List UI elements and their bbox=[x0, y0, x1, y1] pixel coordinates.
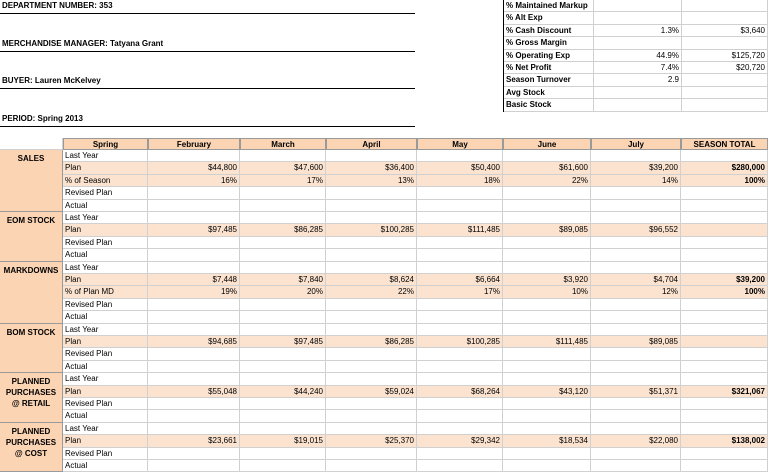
data-cell[interactable] bbox=[240, 212, 326, 224]
data-cell[interactable] bbox=[417, 187, 503, 199]
data-cell[interactable]: $86,285 bbox=[326, 336, 417, 348]
data-cell[interactable] bbox=[148, 448, 240, 460]
season-total-cell[interactable]: $321,067 bbox=[681, 386, 768, 398]
data-cell[interactable] bbox=[240, 249, 326, 261]
column-header[interactable]: February bbox=[148, 138, 240, 150]
data-cell[interactable] bbox=[240, 187, 326, 199]
data-cell[interactable]: $44,800 bbox=[148, 162, 240, 174]
section-label[interactable]: SALES bbox=[0, 150, 63, 212]
data-cell[interactable] bbox=[417, 150, 503, 162]
data-cell[interactable]: 14% bbox=[591, 175, 681, 187]
data-cell[interactable]: $39,200 bbox=[591, 162, 681, 174]
data-cell[interactable]: $51,371 bbox=[591, 386, 681, 398]
metric-amount[interactable] bbox=[682, 74, 768, 86]
data-cell[interactable] bbox=[326, 324, 417, 336]
row-label[interactable]: Revised Plan bbox=[63, 448, 148, 460]
data-cell[interactable] bbox=[148, 262, 240, 274]
data-cell[interactable] bbox=[417, 423, 503, 435]
column-header[interactable]: June bbox=[503, 138, 591, 150]
metric-label[interactable]: % Alt Exp bbox=[504, 12, 594, 24]
data-cell[interactable] bbox=[148, 410, 240, 422]
data-cell[interactable] bbox=[326, 348, 417, 360]
metric-percent[interactable]: 7.4% bbox=[594, 62, 682, 74]
row-label[interactable]: Last Year bbox=[63, 212, 148, 224]
data-cell[interactable] bbox=[326, 237, 417, 249]
row-label[interactable]: Last Year bbox=[63, 373, 148, 385]
data-cell[interactable]: $86,285 bbox=[240, 224, 326, 236]
data-cell[interactable] bbox=[148, 423, 240, 435]
row-label[interactable]: Actual bbox=[63, 410, 148, 422]
season-total-cell[interactable]: 100% bbox=[681, 286, 768, 298]
data-cell[interactable]: $4,704 bbox=[591, 274, 681, 286]
data-cell[interactable]: $100,285 bbox=[417, 336, 503, 348]
metric-percent[interactable]: 2.9 bbox=[594, 74, 682, 86]
data-cell[interactable] bbox=[240, 410, 326, 422]
data-cell[interactable]: $29,342 bbox=[417, 435, 503, 447]
data-cell[interactable]: $59,024 bbox=[326, 386, 417, 398]
data-cell[interactable]: $47,600 bbox=[240, 162, 326, 174]
manager-label[interactable]: MERCHANDISE MANAGER: Tatyana Grant bbox=[2, 39, 164, 48]
row-label[interactable]: Actual bbox=[63, 460, 148, 472]
data-cell[interactable]: $89,085 bbox=[503, 224, 591, 236]
season-total-cell[interactable]: $39,200 bbox=[681, 274, 768, 286]
data-cell[interactable] bbox=[591, 448, 681, 460]
data-cell[interactable] bbox=[148, 299, 240, 311]
data-cell[interactable]: $96,552 bbox=[591, 224, 681, 236]
data-cell[interactable] bbox=[503, 423, 591, 435]
data-cell[interactable] bbox=[326, 299, 417, 311]
season-total-cell[interactable] bbox=[681, 423, 768, 435]
data-cell[interactable]: $36,400 bbox=[326, 162, 417, 174]
data-cell[interactable]: 19% bbox=[148, 286, 240, 298]
data-cell[interactable] bbox=[240, 324, 326, 336]
metric-percent[interactable]: 44.9% bbox=[594, 50, 682, 62]
season-total-cell[interactable] bbox=[681, 361, 768, 373]
data-cell[interactable] bbox=[591, 398, 681, 410]
season-total-cell[interactable] bbox=[681, 311, 768, 323]
season-total-cell[interactable] bbox=[681, 249, 768, 261]
season-total-cell[interactable] bbox=[681, 187, 768, 199]
season-total-cell[interactable] bbox=[681, 299, 768, 311]
column-header[interactable]: July bbox=[591, 138, 681, 150]
column-header[interactable]: Spring bbox=[63, 138, 148, 150]
data-cell[interactable] bbox=[326, 311, 417, 323]
data-cell[interactable] bbox=[326, 212, 417, 224]
data-cell[interactable]: $94,685 bbox=[148, 336, 240, 348]
data-cell[interactable] bbox=[503, 373, 591, 385]
metric-amount[interactable] bbox=[682, 12, 768, 24]
data-cell[interactable] bbox=[326, 361, 417, 373]
data-cell[interactable] bbox=[591, 150, 681, 162]
data-cell[interactable] bbox=[417, 348, 503, 360]
data-cell[interactable] bbox=[148, 361, 240, 373]
row-label[interactable]: Plan bbox=[63, 386, 148, 398]
data-cell[interactable] bbox=[148, 324, 240, 336]
data-cell[interactable] bbox=[148, 311, 240, 323]
data-cell[interactable] bbox=[326, 262, 417, 274]
data-cell[interactable] bbox=[148, 212, 240, 224]
data-cell[interactable] bbox=[591, 361, 681, 373]
data-cell[interactable] bbox=[417, 361, 503, 373]
metric-label[interactable]: Season Turnover bbox=[504, 74, 594, 86]
data-cell[interactable]: $97,485 bbox=[240, 336, 326, 348]
data-cell[interactable]: $100,285 bbox=[326, 224, 417, 236]
data-cell[interactable]: 10% bbox=[503, 286, 591, 298]
data-cell[interactable]: 12% bbox=[591, 286, 681, 298]
data-cell[interactable] bbox=[417, 212, 503, 224]
data-cell[interactable] bbox=[326, 200, 417, 212]
data-cell[interactable] bbox=[240, 398, 326, 410]
section-label[interactable]: PLANNED PURCHASES @ COST bbox=[0, 423, 63, 473]
data-cell[interactable] bbox=[417, 410, 503, 422]
data-cell[interactable] bbox=[240, 311, 326, 323]
data-cell[interactable] bbox=[503, 212, 591, 224]
row-label[interactable]: Actual bbox=[63, 311, 148, 323]
row-label[interactable]: Plan bbox=[63, 435, 148, 447]
data-cell[interactable] bbox=[417, 237, 503, 249]
metric-percent[interactable] bbox=[594, 37, 682, 49]
season-total-cell[interactable] bbox=[681, 373, 768, 385]
data-cell[interactable]: $50,400 bbox=[417, 162, 503, 174]
season-total-cell[interactable] bbox=[681, 212, 768, 224]
row-label[interactable]: Revised Plan bbox=[63, 187, 148, 199]
data-cell[interactable] bbox=[591, 311, 681, 323]
data-cell[interactable]: 13% bbox=[326, 175, 417, 187]
row-label[interactable]: Plan bbox=[63, 224, 148, 236]
data-cell[interactable] bbox=[326, 249, 417, 261]
row-label[interactable]: Revised Plan bbox=[63, 348, 148, 360]
data-cell[interactable]: $18,534 bbox=[503, 435, 591, 447]
buyer-label[interactable]: BUYER: Lauren McKelvey bbox=[2, 76, 101, 85]
metric-label[interactable]: % Maintained Markup bbox=[504, 0, 594, 12]
metric-label[interactable]: Avg Stock bbox=[504, 87, 594, 99]
info-divider bbox=[0, 51, 415, 52]
section-label[interactable]: BOM STOCK bbox=[0, 324, 63, 374]
season-total-cell[interactable]: 100% bbox=[681, 175, 768, 187]
data-cell[interactable] bbox=[240, 361, 326, 373]
data-cell[interactable] bbox=[591, 373, 681, 385]
data-cell[interactable]: 17% bbox=[240, 175, 326, 187]
data-cell[interactable] bbox=[503, 237, 591, 249]
data-cell[interactable] bbox=[240, 150, 326, 162]
data-cell[interactable] bbox=[240, 460, 326, 472]
data-cell[interactable] bbox=[503, 262, 591, 274]
data-cell[interactable] bbox=[240, 237, 326, 249]
data-cell[interactable]: $111,485 bbox=[503, 336, 591, 348]
row-label[interactable]: Plan bbox=[63, 336, 148, 348]
data-cell[interactable] bbox=[591, 262, 681, 274]
metric-amount[interactable] bbox=[682, 0, 768, 12]
data-cell[interactable]: $44,240 bbox=[240, 386, 326, 398]
data-cell[interactable] bbox=[503, 348, 591, 360]
data-cell[interactable] bbox=[503, 299, 591, 311]
row-label[interactable]: % of Season bbox=[63, 175, 148, 187]
data-cell[interactable]: 22% bbox=[326, 286, 417, 298]
row-label[interactable]: Actual bbox=[63, 200, 148, 212]
row-label[interactable]: Revised Plan bbox=[63, 398, 148, 410]
metrics-border bbox=[503, 0, 504, 112]
row-label[interactable]: Revised Plan bbox=[63, 299, 148, 311]
season-total-cell[interactable] bbox=[681, 336, 768, 348]
season-total-cell[interactable]: $138,002 bbox=[681, 435, 768, 447]
metric-percent[interactable] bbox=[594, 99, 682, 111]
row-label[interactable]: Plan bbox=[63, 274, 148, 286]
data-cell[interactable] bbox=[240, 262, 326, 274]
data-cell[interactable] bbox=[503, 324, 591, 336]
data-cell[interactable] bbox=[326, 460, 417, 472]
data-cell[interactable] bbox=[503, 448, 591, 460]
data-cell[interactable] bbox=[326, 150, 417, 162]
season-total-cell[interactable] bbox=[681, 348, 768, 360]
data-cell[interactable] bbox=[417, 249, 503, 261]
data-cell[interactable]: $55,048 bbox=[148, 386, 240, 398]
data-cell[interactable]: $111,485 bbox=[417, 224, 503, 236]
row-label[interactable]: % of Plan MD bbox=[63, 286, 148, 298]
metric-amount[interactable]: $125,720 bbox=[682, 50, 768, 62]
data-cell[interactable]: $68,264 bbox=[417, 386, 503, 398]
metric-label[interactable]: % Gross Margin bbox=[504, 37, 594, 49]
metric-amount[interactable]: $3,640 bbox=[682, 25, 768, 37]
data-cell[interactable] bbox=[591, 200, 681, 212]
data-cell[interactable]: $97,485 bbox=[148, 224, 240, 236]
data-cell[interactable] bbox=[591, 348, 681, 360]
season-total-cell[interactable] bbox=[681, 410, 768, 422]
season-total-cell[interactable] bbox=[681, 262, 768, 274]
data-cell[interactable] bbox=[417, 311, 503, 323]
data-cell[interactable]: $7,448 bbox=[148, 274, 240, 286]
data-cell[interactable] bbox=[240, 299, 326, 311]
row-label[interactable]: Last Year bbox=[63, 262, 148, 274]
data-cell[interactable] bbox=[148, 150, 240, 162]
data-cell[interactable] bbox=[326, 373, 417, 385]
season-total-cell[interactable]: $280,000 bbox=[681, 162, 768, 174]
metric-label[interactable]: % Net Profit bbox=[504, 62, 594, 74]
metric-percent[interactable] bbox=[594, 87, 682, 99]
data-cell[interactable] bbox=[503, 410, 591, 422]
row-label[interactable]: Last Year bbox=[63, 324, 148, 336]
season-total-cell[interactable] bbox=[681, 224, 768, 236]
row-label[interactable]: Revised Plan bbox=[63, 237, 148, 249]
data-cell[interactable] bbox=[148, 200, 240, 212]
data-cell[interactable] bbox=[503, 187, 591, 199]
row-label[interactable]: Actual bbox=[63, 249, 148, 261]
data-cell[interactable] bbox=[591, 410, 681, 422]
column-header[interactable]: April bbox=[326, 138, 417, 150]
data-cell[interactable]: $89,085 bbox=[591, 336, 681, 348]
data-cell[interactable] bbox=[326, 423, 417, 435]
metric-percent[interactable]: 1.3% bbox=[594, 25, 682, 37]
season-total-cell[interactable] bbox=[681, 200, 768, 212]
data-cell[interactable] bbox=[503, 460, 591, 472]
data-cell[interactable] bbox=[591, 324, 681, 336]
data-cell[interactable] bbox=[148, 249, 240, 261]
data-cell[interactable] bbox=[503, 361, 591, 373]
season-total-cell[interactable] bbox=[681, 150, 768, 162]
season-total-cell[interactable] bbox=[681, 398, 768, 410]
season-total-cell[interactable] bbox=[681, 460, 768, 472]
data-cell[interactable] bbox=[417, 460, 503, 472]
data-cell[interactable]: $43,120 bbox=[503, 386, 591, 398]
data-cell[interactable] bbox=[417, 200, 503, 212]
data-cell[interactable] bbox=[591, 460, 681, 472]
data-cell[interactable] bbox=[591, 249, 681, 261]
metric-percent[interactable] bbox=[594, 0, 682, 12]
column-header[interactable]: SEASON TOTAL bbox=[681, 138, 768, 150]
row-label[interactable]: Last Year bbox=[63, 423, 148, 435]
data-cell[interactable] bbox=[417, 299, 503, 311]
metric-label[interactable]: % Operating Exp bbox=[504, 50, 594, 62]
data-cell[interactable] bbox=[326, 187, 417, 199]
metric-label[interactable]: % Cash Discount bbox=[504, 25, 594, 37]
column-header[interactable]: March bbox=[240, 138, 326, 150]
section-label[interactable]: MARKDOWNS bbox=[0, 262, 63, 324]
data-cell[interactable]: $8,624 bbox=[326, 274, 417, 286]
data-cell[interactable] bbox=[240, 373, 326, 385]
data-cell[interactable] bbox=[503, 249, 591, 261]
metric-amount[interactable]: $20,720 bbox=[682, 62, 768, 74]
data-cell[interactable]: $25,370 bbox=[326, 435, 417, 447]
season-total-cell[interactable] bbox=[681, 324, 768, 336]
data-cell[interactable] bbox=[148, 398, 240, 410]
section-label[interactable]: EOM STOCK bbox=[0, 212, 63, 262]
data-cell[interactable] bbox=[503, 200, 591, 212]
metric-label[interactable]: Basic Stock bbox=[504, 99, 594, 111]
metric-percent[interactable] bbox=[594, 12, 682, 24]
data-cell[interactable] bbox=[591, 187, 681, 199]
data-cell[interactable] bbox=[148, 348, 240, 360]
data-cell[interactable] bbox=[326, 398, 417, 410]
data-cell[interactable] bbox=[591, 237, 681, 249]
data-cell[interactable] bbox=[591, 423, 681, 435]
corner-cell bbox=[0, 138, 63, 150]
column-header[interactable]: May bbox=[417, 138, 503, 150]
data-cell[interactable] bbox=[148, 460, 240, 472]
data-cell[interactable]: $19,015 bbox=[240, 435, 326, 447]
data-cell[interactable] bbox=[417, 448, 503, 460]
data-cell[interactable] bbox=[326, 410, 417, 422]
metric-amount[interactable] bbox=[682, 87, 768, 99]
season-total-cell[interactable] bbox=[681, 448, 768, 460]
data-cell[interactable] bbox=[240, 448, 326, 460]
data-cell[interactable] bbox=[503, 311, 591, 323]
department-label[interactable]: DEPARTMENT NUMBER: 353 bbox=[2, 1, 113, 10]
data-cell[interactable] bbox=[503, 150, 591, 162]
data-cell[interactable]: $7,840 bbox=[240, 274, 326, 286]
data-cell[interactable]: 16% bbox=[148, 175, 240, 187]
data-cell[interactable]: $23,661 bbox=[148, 435, 240, 447]
data-cell[interactable] bbox=[148, 237, 240, 249]
section-label[interactable]: PLANNED PURCHASES @ RETAIL bbox=[0, 373, 63, 423]
data-cell[interactable] bbox=[417, 324, 503, 336]
season-total-cell[interactable] bbox=[681, 237, 768, 249]
period-label[interactable]: PERIOD: Spring 2013 bbox=[2, 114, 83, 123]
data-cell[interactable] bbox=[503, 398, 591, 410]
data-cell[interactable]: 20% bbox=[240, 286, 326, 298]
info-divider bbox=[0, 126, 415, 127]
data-cell[interactable] bbox=[591, 299, 681, 311]
data-cell[interactable]: $22,080 bbox=[591, 435, 681, 447]
row-label[interactable]: Plan bbox=[63, 162, 148, 174]
row-label[interactable]: Last Year bbox=[63, 150, 148, 162]
data-cell[interactable] bbox=[326, 448, 417, 460]
data-cell[interactable]: $3,920 bbox=[503, 274, 591, 286]
data-cell[interactable] bbox=[148, 373, 240, 385]
data-cell[interactable] bbox=[240, 200, 326, 212]
data-cell[interactable] bbox=[417, 373, 503, 385]
data-cell[interactable] bbox=[591, 212, 681, 224]
data-cell[interactable]: $6,664 bbox=[417, 274, 503, 286]
data-cell[interactable] bbox=[148, 187, 240, 199]
data-cell[interactable] bbox=[240, 423, 326, 435]
data-cell[interactable]: 22% bbox=[503, 175, 591, 187]
data-cell[interactable] bbox=[240, 348, 326, 360]
metric-amount[interactable] bbox=[682, 99, 768, 111]
metric-amount[interactable] bbox=[682, 37, 768, 49]
data-cell[interactable] bbox=[417, 398, 503, 410]
data-cell[interactable]: $61,600 bbox=[503, 162, 591, 174]
data-cell[interactable]: 17% bbox=[417, 286, 503, 298]
data-cell[interactable]: 18% bbox=[417, 175, 503, 187]
data-cell[interactable] bbox=[417, 262, 503, 274]
row-label[interactable]: Actual bbox=[63, 361, 148, 373]
info-divider bbox=[0, 88, 415, 89]
info-divider bbox=[0, 13, 415, 14]
